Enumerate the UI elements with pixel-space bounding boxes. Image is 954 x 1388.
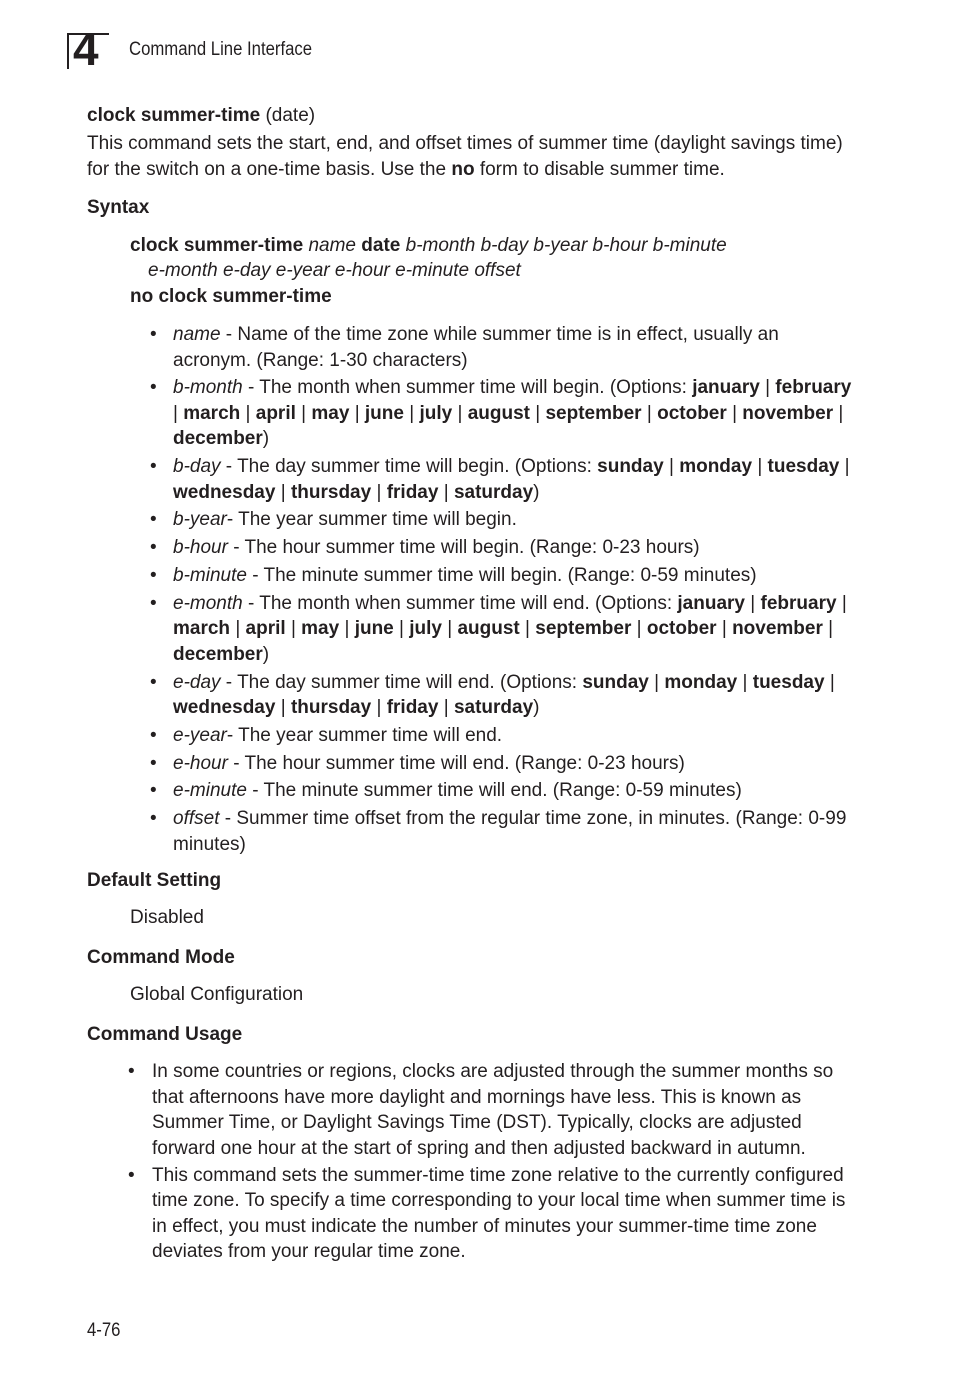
option-separator: | (301, 402, 307, 424)
parameter-description: - The minute summer time will begin. (Range: 0-59 minutes) (246, 564, 757, 586)
option-separator: | (829, 671, 835, 693)
option-separator: | (173, 402, 178, 424)
parameter-option: monday (679, 456, 753, 478)
syntax-begin-args: b-month b-day b-year b-hour b-minute (405, 235, 727, 256)
syntax-command: clock summer-time (130, 235, 304, 256)
parameter-option: june (354, 618, 394, 640)
parameter-item (150, 375, 855, 452)
syntax-line-2 (148, 258, 521, 283)
bullet-icon: • (150, 724, 157, 746)
parameter-description: - The month when summer time will end. (Options: (242, 592, 678, 614)
parameter-option: november (732, 618, 823, 640)
parameter-term: b-hour (173, 537, 228, 559)
parameter-option: tuesday (752, 671, 825, 693)
option-separator: | (838, 402, 844, 424)
command-title (87, 104, 315, 128)
option-separator: | (668, 456, 674, 478)
parameter-term: b-minute (173, 564, 247, 586)
parameter-term: b-year (173, 509, 227, 531)
parameter-item (150, 751, 855, 777)
parameter-term: name (173, 324, 221, 345)
option-separator: | (245, 402, 251, 424)
bullet-icon: • (128, 1061, 135, 1082)
parameter-description: - The hour summer time will end. (Range: 0-23 hours) (227, 752, 685, 774)
parameter-item (150, 723, 855, 749)
parameter-item (150, 670, 855, 721)
parameter-item (150, 778, 855, 804)
parameter-option: october (657, 402, 727, 424)
usage-text: In some countries or regions, clocks are adjusted through the summer months so that afternoons have more daylight and mornings have less. This is known as Summer Time, or Daylight Savings Time (DST). Typically, clocks are adjusted forward one hour at the start of spring and then adjusted backward in autumn. (152, 1061, 834, 1159)
syntax-arg-name: name (308, 235, 356, 256)
bullet-icon: • (150, 752, 157, 774)
parameter-option: sunday (597, 456, 664, 478)
parameter-option: november (742, 402, 834, 424)
option-separator: | (354, 402, 360, 424)
parameter-option: tuesday (767, 456, 840, 478)
option-separator: | (841, 592, 847, 614)
parameter-option: may (301, 618, 340, 640)
command-description (87, 131, 857, 182)
syntax-keyword-date: date (361, 235, 401, 256)
command-usage-list (128, 1059, 858, 1266)
parameter-option: may (311, 402, 350, 424)
option-separator: | (399, 618, 404, 640)
parameter-term: e-hour (173, 752, 228, 774)
option-separator: | (844, 456, 850, 478)
parameter-item (150, 454, 855, 505)
parameter-item (150, 591, 855, 668)
option-close: ) (262, 643, 270, 665)
parameter-term: e-day (173, 671, 221, 693)
parameter-term: e-minute (173, 780, 247, 802)
bullet-icon: • (128, 1164, 135, 1186)
parameter-option: december (173, 428, 263, 450)
syntax-line-3 (130, 284, 332, 309)
command-usage-heading: Command Usage (87, 1024, 243, 1045)
option-separator: | (654, 671, 660, 693)
option-separator: | (344, 618, 350, 640)
parameter-option: thursday (290, 697, 372, 719)
option-separator: | (721, 618, 727, 640)
parameter-description: - The year summer time will end. (226, 724, 503, 746)
chapter-marker (67, 23, 109, 75)
parameter-item (150, 322, 855, 373)
bullet-icon: • (150, 780, 157, 802)
option-separator: | (828, 618, 834, 640)
syntax-line-1 (130, 233, 727, 258)
default-setting-value: Disabled (130, 907, 204, 928)
option-separator: | (235, 618, 241, 640)
parameter-option: friday (386, 697, 439, 719)
description-keyword: no (451, 158, 475, 180)
parameter-description: - Summer time offset from the regular time zone, in minutes. (Range: 0-99 minutes) (173, 808, 847, 855)
command-mode-value: Global Configuration (130, 984, 304, 1005)
command-name: clock summer-time (87, 105, 261, 126)
parameter-term: b-day (173, 456, 221, 478)
parameter-option: june (364, 402, 404, 424)
parameter-description: - The month when summer time will begin. (Options: (242, 377, 693, 399)
syntax-end-args: e-month e-day e-year e-hour e-minute offset (148, 260, 521, 281)
option-separator: | (409, 402, 415, 424)
parameter-term: offset (173, 808, 220, 830)
option-separator: | (636, 618, 642, 640)
running-title: Command Line Interface (129, 39, 313, 60)
parameter-item (150, 507, 855, 533)
option-separator: | (280, 697, 286, 719)
parameter-option: august (467, 402, 530, 424)
option-separator: | (742, 671, 748, 693)
parameter-option: february (775, 377, 852, 399)
bullet-icon: • (150, 456, 157, 478)
option-separator: | (443, 697, 449, 719)
parameter-option: february (760, 592, 837, 614)
option-separator: | (757, 456, 763, 478)
parameter-option: september (535, 618, 632, 640)
option-separator: | (525, 618, 530, 640)
option-separator: | (750, 592, 756, 614)
parameter-description: - The day summer time will end. (Options: (220, 671, 583, 693)
parameter-item (150, 563, 855, 589)
parameter-option: july (419, 402, 453, 424)
bullet-icon: • (150, 537, 157, 559)
option-close: ) (533, 697, 540, 719)
option-separator: | (290, 618, 296, 640)
option-separator: | (280, 481, 286, 503)
bullet-icon: • (150, 509, 157, 531)
parameter-term: e-month (173, 592, 243, 614)
option-separator: | (765, 377, 771, 399)
bullet-icon: • (150, 808, 157, 830)
description-text-2: form to disable summer time. (474, 158, 725, 180)
parameter-option: sunday (582, 671, 649, 693)
chapter-number: 4 (73, 23, 98, 75)
parameter-option: friday (386, 481, 439, 503)
parameter-option: april (255, 402, 296, 424)
parameter-option: july (409, 618, 442, 640)
parameter-description: - The minute summer time will end. (Range: 0-59 minutes) (246, 780, 742, 802)
parameter-option: wednesday (173, 697, 276, 719)
option-separator: | (646, 402, 652, 424)
parameter-list (150, 322, 855, 860)
parameter-option: april (245, 618, 286, 640)
bullet-icon: • (150, 377, 157, 399)
option-close: ) (533, 481, 540, 503)
option-separator: | (535, 402, 541, 424)
option-separator: | (376, 697, 382, 719)
option-separator: | (443, 481, 449, 503)
default-setting-heading: Default Setting (87, 870, 222, 891)
usage-item (128, 1163, 858, 1265)
parameter-term: b-month (173, 377, 243, 399)
command-mode-heading: Command Mode (87, 947, 235, 968)
parameter-option: august (457, 618, 520, 640)
parameter-option: saturday (453, 481, 534, 503)
parameter-option: wednesday (173, 481, 276, 503)
bullet-icon: • (150, 324, 157, 345)
usage-item (128, 1059, 858, 1161)
parameter-option: january (677, 592, 745, 614)
parameter-description: - The hour summer time will begin. (Range: 0-23 hours) (227, 537, 700, 559)
parameter-option: october (646, 618, 717, 640)
parameter-option: september (545, 402, 642, 424)
parameter-option: march (173, 618, 231, 640)
option-separator: | (732, 402, 737, 424)
parameter-option: monday (664, 671, 738, 693)
bullet-icon: • (150, 671, 157, 693)
parameter-option: december (173, 643, 263, 665)
parameter-item (150, 806, 855, 857)
option-separator: | (376, 481, 382, 503)
parameter-option: thursday (290, 481, 372, 503)
parameter-option: january (692, 377, 760, 399)
description-text-1: This command sets the start, end, and offset times of summer time (daylight savings time) for the switch on a one-time basis. Use the (87, 133, 843, 180)
option-separator: | (447, 618, 453, 640)
usage-text: This command sets the summer-time time zone relative to the currently configured time zone. To specify a time corresponding to your local time when summer time is in effect, you must indicate the number of minutes your summer-time time zone deviates from your regular time zone. (152, 1164, 846, 1262)
parameter-description: - The year summer time will begin. (226, 509, 517, 531)
chapter-marker-vertical-rule (67, 33, 69, 69)
bullet-icon: • (150, 564, 157, 586)
option-close: ) (262, 428, 270, 450)
parameter-option: march (183, 402, 241, 424)
page-number: 4-76 (87, 1320, 121, 1341)
parameter-item (150, 535, 855, 561)
parameter-option: saturday (453, 697, 534, 719)
syntax-heading: Syntax (87, 197, 150, 218)
parameter-term: e-year (173, 724, 227, 746)
parameter-description: - The day summer time will begin. (Options: (220, 456, 598, 478)
command-variant: (date) (265, 105, 316, 126)
bullet-icon: • (150, 592, 157, 614)
parameter-description: - Name of the time zone while summer time is in effect, usually an acronym. (Range: 1-30 characters) (173, 324, 779, 371)
option-separator: | (457, 402, 463, 424)
syntax-no-form: no clock summer-time (130, 286, 332, 307)
